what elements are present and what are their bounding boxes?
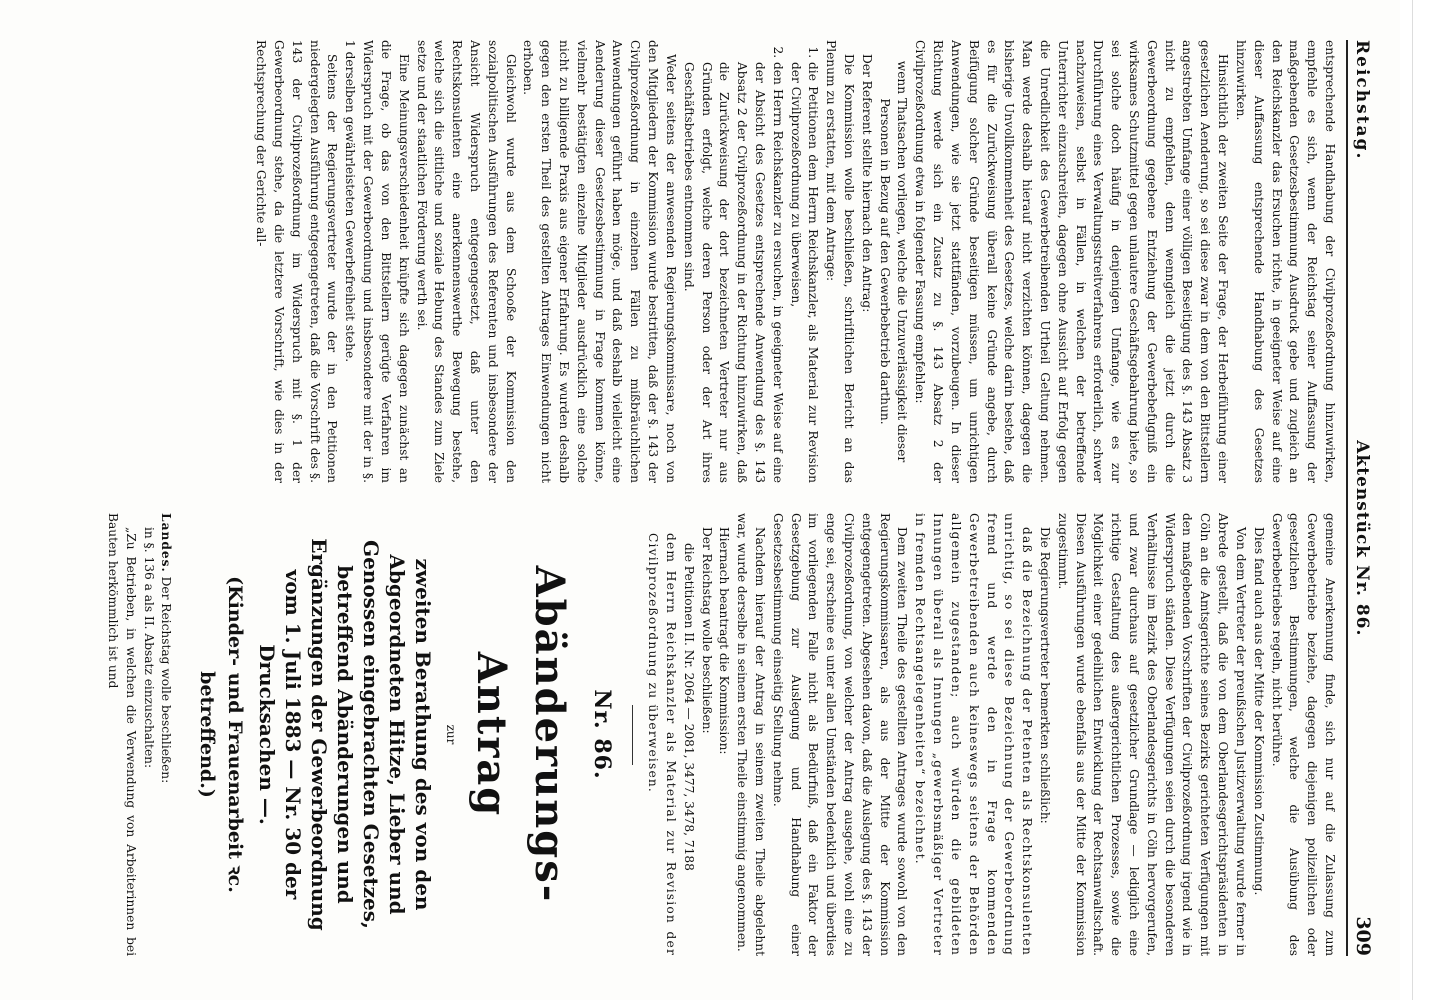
paragraph: Der Reichstag wolle beschließen:	[699, 527, 714, 734]
antrag-title: Abänderungs-Antrag	[467, 565, 574, 904]
header-left: Reichstag.	[1352, 40, 1372, 161]
paragraph: Der Referent stellte hiernach den Antrag:	[859, 54, 874, 313]
petition-numbers: die Petitionen II. Nr. 2064 — 2081, 3477, 3478, 7188	[681, 543, 696, 871]
paragraph: daß die Bezeichnung der Petenten als Rechtskonsulenten unrichtig, so sei diese Bezeichnung der Gewerbeordnung fremd und werde den in Frage kommenden Gewerbetreibenden auch keineswegs seitens der Behörden allgemein zugestanden; auch würden die gebildeten Innungen überall als Innungen „gewerbsmäßiger Vertreter in fremden Rechtsangelegenheiten“ bezeichnet.	[913, 513, 1035, 956]
antrag-text: zweiten Berathung des von den Abgeordneten Hitze, Lieber und Genossen eingebrachten Gesetzes, betreffend Abänderungen und Ergänzungen der Gewerbeordnung vom 1. Juli 1883 — Nr. 30 der Drucksachen —.	[254, 538, 435, 931]
list-item: 2. den Herrn Reichskanzler zu ersuchen, in geeigneter Weise auf eine der Absicht des Gesetzes entsprechende Anwendung des §. 143 Absatz 2 der Civilprozeßordnung in der Richtung hinzuwirken, daß die Zurückweisung der dort bezeichneten Vertreter nur aus Gründen erfolgt, welche deren Person oder der Art ihres Geschäftsbetriebes entnommen sind.	[679, 62, 786, 483]
antrag-subtitle: (Kinder- und Frauenarbeit ꝛc. betreffend.)	[196, 576, 246, 893]
zur-label: zur	[444, 724, 459, 745]
running-head	[1346, 40, 1374, 956]
right-column	[48, 513, 1338, 956]
paragraph: entsprechende Handhabung der Civilprozeßordnung hinzuwirken, empfehle es sich, wenn der Reichstag seiner Auffassung der maßgebenden Gesetzesbestimmung Ausdruck gebe und zugleich an den Reichskanzler das Ersuchen richte, in geeigneter Weise auf eine dieser Auffassung entsprechende Handhabung des Gesetzes hinzuwirken.	[1233, 40, 1337, 483]
page-number: 309	[1352, 916, 1374, 956]
paragraph: Weder seitens der anwesenden Regierungskommissare, noch von den Mitgliedern der Kommission wurde bestritten, daß der §. 143 der Civilprozeßordnung in einzelnen Fällen zu mißbräuchlichen Anwendungen geführt haben möge, und daß deshalb vielleicht eine Aenderung dieser Gesetzesbestimmung in Frage kommen könne, vielmehr bestätigten einzelne Mitglieder ausdrücklich eine solche nicht zu billigende Praxis aus eigener Erfahrung. Es wurden deshalb gegen den ersten Theil des gestellten Antrages Einwendungen nicht erhoben.	[521, 40, 678, 483]
paragraph: Hiernach beantragt die Kommission:	[717, 527, 732, 755]
paragraph: in §. 136 a als II. Absatz einzuschalten:	[141, 527, 156, 769]
digitization-credit	[1412, 0, 1432, 1000]
paragraph: Nachdem hierauf der Antrag in seinem zweiten Theile abgelehnt war, wurde derselbe in seinem ersten Theile einstimmig angenommen.	[735, 513, 767, 956]
left-column	[48, 40, 1338, 483]
header-center: Aktenstück Nr. 86.	[1352, 440, 1372, 637]
motion-list	[679, 40, 822, 483]
paragraph: Der Reichstag wolle beschließen:	[159, 576, 174, 784]
paragraph: Die Regierungsvertreter bemerkten schließlich:	[1038, 527, 1052, 824]
list-item: 1. die Petitionen dem Herrn Reichskanzler, als Material zur Revision der Civilprozeßordnung zu überweisen,	[786, 62, 822, 483]
paragraph: gemeine Anerkennung finde, sich nur auf die Zulassung zum Gewerbebetriebe beziehe, dagegen diejenigen polizeilichen oder gesetzlichen Bestimmungen, welche die Ausübung des Gewerbebetriebes regeln, nicht berühre.	[1269, 513, 1337, 956]
paragraph: Seitens der Regierungsvertreter wurde der in den Petitionen niedergelegten Ausführung entgegengetreten, daß die Vorschrift des §. 143 der Civilprozeßordnung im Widerspruch mit §. 1 der Gewerbeordnung stehe, da die letztere Vorschrift, wie dies in der Rechtsprechung der Gerichte all-	[254, 40, 340, 483]
quoted-clause: wenn Thatsachen vorliegen, welche die Unzuverlässigkeit dieser Personen in Bezug auf den Gewerbebetrieb darthun.	[877, 60, 910, 463]
paragraph: Von dem Vertreter der preußischen Justizverwaltung wurde ferner in Abrede gestellt, daß die von dem Oberlandesgerichtspräsidenten in Cöln an die Amtsgerichte seines Bezirks gerichteten Verfügungen mit den maßgebenden Vorschriften der Civilprozeßordnung irgend wie in Widerspruch ständen. Diese Verfügungen seien durch die besonderen Verhältnisse im Bezirk des Oberlandesgerichts in Cöln hervorgerufen, und zwar durchaus auf gesetzlicher Grundlage — lediglich eine richtige Gestaltung des außergerichtlichen Prozesses, sowie die Möglichkeit einer gedeihlichen Entwicklung der Rechtsanwaltschaft. Diesen Ausführungen wurde ebenfalls aus der Mitte der Kommission zugestimmt.	[1055, 513, 1248, 956]
paragraph: Dies fand auch aus der Mitte der Kommission Zustimmung.	[1251, 527, 1266, 896]
paragraph: „Zu Betrieben, in welchen die Verwendung von Arbeiterinnen bei Bauten herkömmlich ist und	[106, 513, 138, 956]
landes-label: Landes.	[159, 513, 174, 573]
paragraph: dem Herrn Reichskanzler als Material zur Revision der Civilprozeßordnung zu überweisen.	[646, 533, 678, 956]
section-divider	[632, 705, 633, 765]
paragraph: Hinsichtlich der zweiten Seite der Frage, der Herbeiführung einer gesetzlichen Aenderung, so sei diese zwar in dem von den Bittstellern angestrebten Umfange einer völligen Beseitigung des §. 143 Absatz 3 nicht zu empfehlen, denn wenngleich die jetzt durch die Gewerbeordnung gegebene Entziehung der Gewerbebefugniß ein wirksames Schutzmittel gegen unlautere Geschäftsgebahrung biete, so sei solche doch häufig in denjenigen Umfange, wie es zur Durchführung eines Verwaltungsstreitverfahrens erforderlich, schwer nachzuweisen, selbst in Fällen, in welchen der betreffende Unterrichter einzuschreiten, dagegen ohne Aussicht auf Erfolg gegen die Unredlichkeit des Gewerbetreibenden Urtheil Geltung nehmen. Man werde deshalb hierauf nicht verzichten können, dagegen die bisherige Unvollkommenheit des Gesetzes, welche darin bestehe, daß es für die Zurückweisung überall keine Gründe angebe, durch Beifügung solcher Gründe beseitigen müssen, um unrichtigen Anwendungen, wie sie jetzt stattfänden, vorzubeugen. In dieser Richtung werde sich ein Zusatz zu §. 143 Absatz 2 der Civilprozeßordnung etwa in folgender Fassung empfehlen:	[913, 40, 1231, 483]
paragraph: Dem zweiten Theile des gestellten Antrages wurde sowohl von den Regierungskommissaren, als aus der Mitte der Kommission entgegengetreten. Abgesehen davon, daß die Auslegung des §. 143 der Civilprozeßordnung, von welcher der Antrag ausgehe, wohl eine zu enge sei, erscheine es unter allen Umständen bedenklich und überdies im vorliegenden Falle nicht als Bedürfniß, daß ein Faktor der Gesetzgebung zur Auslegung und Handhabung einer Gesetzesbestimmung einseitig Stellung nehme.	[770, 513, 910, 956]
document-number: Nr. 86.	[589, 689, 616, 780]
paragraph: Eine Meinungsverschiedenheit knüpfte sich dagegen zunächst an die Frage, ob das von den Bittstellern gerügte Verfahren im Widerspruch mit der Gewerbeordnung und insbesondere mit der in §. 1 derselben gewährleisteten Gewerbefreiheit stehe.	[343, 40, 411, 483]
text-columns	[48, 40, 1338, 956]
paragraph: Die Kommission wolle beschließen, schriftlichen Bericht an das Plenum zu erstatten, mit dem Antrage:	[824, 40, 857, 483]
paragraph: Gleichwohl wurde aus dem Schooße der Kommission den sozialpolitischen Ausführungen des Referenten und insbesondere der Ansicht Widerspruch entgegengesetzt, daß unter den Rechtskonsulenten eine anerkennenswerthe Bewegung bestehe, welche sich die sittliche und soziale Hebung des Standes zum Ziele setze und der staatlichen Förderung werth sei.	[414, 40, 518, 483]
